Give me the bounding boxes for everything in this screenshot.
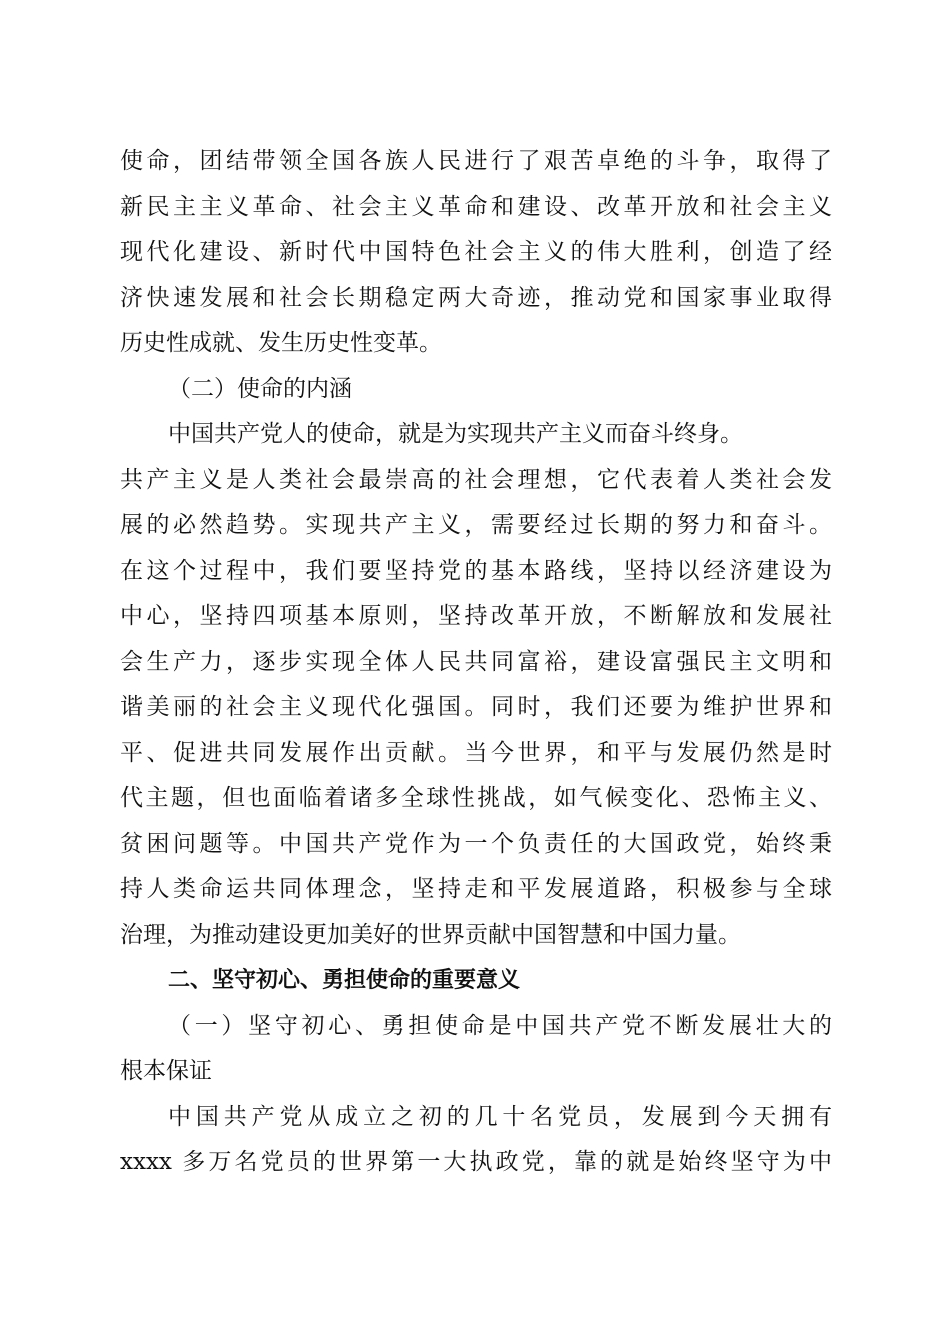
text-line: 谐美丽的社会主义现代化强国。同时，我们还要为维护世界和 <box>120 694 832 720</box>
document-body <box>120 139 832 1186</box>
text-line: 展的必然趋势。实现共产主义，需要经过长期的努力和奋斗。 <box>120 512 832 538</box>
text-line: 中心，坚持四项基本原则，坚持改革开放，不断解放和发展社 <box>120 603 832 629</box>
text-line: 会生产力，逐步实现全体人民共同富裕，建设富强民主文明和 <box>120 648 832 675</box>
text-line: 在这个过程中，我们要坚持党的基本路线，坚持以经济建设为 <box>120 557 832 584</box>
paragraph-mission-meaning <box>120 412 832 958</box>
paragraph-mission-achievements <box>120 139 832 367</box>
paragraph-party-growth <box>120 1095 832 1186</box>
text-line: 代主题，但也面临着诸多全球性挑战，如气候变化、恐怖主义、 <box>120 785 832 811</box>
text-line: 济快速发展和社会长期稳定两大奇迹，推动党和国家事业取得 <box>120 284 832 311</box>
text-line: 现代化建设、新时代中国特色社会主义的伟大胜利，创造了经 <box>120 239 832 265</box>
text-line: 历史性成就、发生历史性变革。 <box>120 330 442 356</box>
text-line: 持人类命运共同体理念，坚持走和平发展道路，积极参与全球 <box>120 876 832 902</box>
text-line: 根本保证 <box>120 1058 212 1084</box>
subheading-mission-meaning: （二）使命的内涵 <box>168 375 352 402</box>
text-line: 治理，为推动建设更加美好的世界贡献中国智慧和中国力量。 <box>120 921 741 948</box>
text-line: （一）坚守初心、勇担使命是中国共产党不断发展壮大的 <box>168 1012 832 1039</box>
text-line: 新民主主义革命、社会主义革命和建设、改革开放和社会主义 <box>120 193 832 220</box>
text-line: xxxx 多万名党员的世界第一大执政党，靠的就是始终坚守为中 <box>120 1149 832 1175</box>
subheading-fundamental-guarantee <box>120 1004 832 1095</box>
text-line: 平、促进共同发展作出贡献。当今世界，和平与发展仍然是时 <box>120 739 832 766</box>
text-line: 使命，团结带领全国各族人民进行了艰苦卓绝的斗争，取得了 <box>120 148 832 174</box>
text-line: 共产主义是人类社会最崇高的社会理想，它代表着人类社会发 <box>120 466 832 493</box>
text-line: 贫困问题等。中国共产党作为一个负责任的大国政党，始终秉 <box>120 830 832 857</box>
text-line: 中国共产党从成立之初的几十名党员，发展到今天拥有 <box>168 1103 832 1130</box>
text-line: 中国共产党人的使命，就是为实现共产主义而奋斗终身。 <box>168 421 743 447</box>
section-heading-significance: 二、坚守初心、勇担使命的重要意义 <box>168 968 521 993</box>
